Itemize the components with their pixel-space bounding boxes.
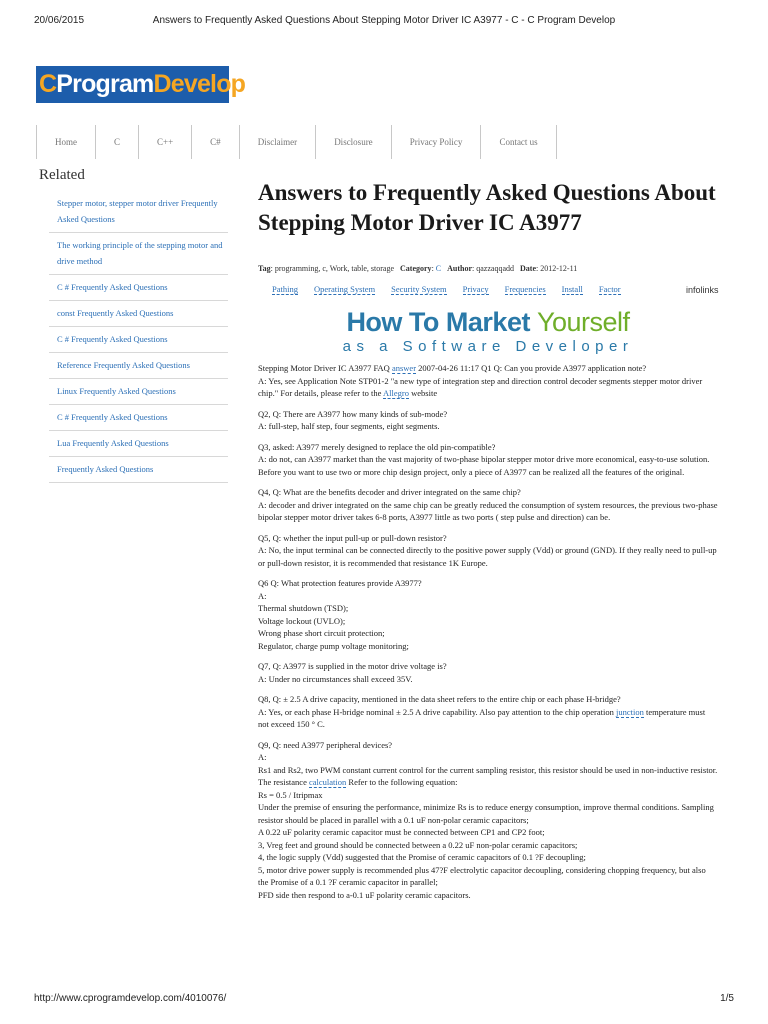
answer-line: Refer to the following equation: bbox=[346, 777, 458, 787]
article-header bbox=[258, 178, 718, 238]
answer: A: Yes, or each phase H-bridge nominal ± 2.5 A drive capability. Also pay attention to the chip operation bbox=[258, 706, 616, 717]
paragraph-q8 bbox=[258, 693, 718, 731]
text: A: Yes, see Application Note STP01-2 "a new type of integration step and direction control decoder segments stepper motor driver chip." For details, please refer to the bbox=[258, 375, 703, 398]
answer-line: 5, motor drive power supply is recommended plus 47?F electrolytic capacitor decoupling, considering chopping frequency, but also the Promise of a 0.1 ?F ceramic capacitor in parallel; bbox=[258, 864, 706, 887]
related-item[interactable]: The working principle of the stepping motor and drive method bbox=[49, 233, 228, 275]
paragraph-q3 bbox=[258, 441, 718, 479]
answer-line: 3, Vreg feet and ground should be connected between a 0.22 uF non-polar ceramic capacitors; bbox=[258, 839, 578, 850]
junction-link[interactable]: junction bbox=[615, 706, 644, 717]
related-item[interactable]: C # Frequently Asked Questions bbox=[49, 405, 228, 431]
answer-line: A 0.22 uF polarity ceramic capacitor must be connected between CP1 and CP2 foot; bbox=[258, 827, 545, 837]
nav-csharp[interactable]: C# bbox=[191, 125, 239, 159]
nav-home[interactable]: Home bbox=[36, 125, 95, 159]
related-heading: Related bbox=[39, 167, 85, 183]
answer: A: bbox=[258, 752, 267, 762]
answer-link[interactable]: answer bbox=[391, 363, 417, 373]
question: Q3, asked: A3977 merely designed to replace the old pin-compatible? bbox=[258, 441, 496, 452]
text: Stepping Motor Driver IC A3977 FAQ bbox=[258, 363, 392, 373]
print-footer-page: 1/5 bbox=[720, 993, 734, 1004]
question: Q5, Q: whether the input pull-up or pull-down resistor? bbox=[258, 532, 447, 543]
text: website bbox=[409, 388, 438, 398]
calculation-link[interactable]: calculation bbox=[308, 777, 347, 787]
paragraph-q2 bbox=[258, 408, 718, 433]
related-item[interactable]: Lua Frequently Asked Questions bbox=[49, 431, 228, 457]
ad-yourself: Yourself bbox=[536, 307, 630, 337]
date-label: Date bbox=[520, 264, 537, 273]
related-item[interactable]: Linux Frequently Asked Questions bbox=[49, 379, 228, 405]
tag-link[interactable]: Install bbox=[561, 284, 583, 294]
tag-link[interactable]: Factor bbox=[598, 284, 621, 294]
ad-banner[interactable] bbox=[258, 306, 718, 356]
tag-link[interactable]: Frequencies bbox=[504, 284, 546, 294]
question: Q6 Q: What protection features provide A3977? bbox=[258, 578, 422, 588]
question: Q9, Q: need A3977 peripheral devices? bbox=[258, 739, 393, 750]
paragraph-q4 bbox=[258, 486, 718, 524]
question: Q8, Q: ± 2.5 A drive capacity, mentioned in the data sheet refers to the entire chip or each phase H-bridge? bbox=[258, 694, 621, 704]
ad-how: How To Market bbox=[346, 307, 537, 337]
paragraph-q5 bbox=[258, 532, 718, 570]
question: Q4, Q: What are the benefits decoder and driver integrated on the same chip? bbox=[258, 487, 521, 497]
related-item[interactable]: Stepper motor, stepper motor driver Frequently Asked Questions bbox=[49, 191, 228, 233]
answer: A: No, the input terminal can be connected directly to the positive power supply (Vdd) or ground (GND). If they really need to pull-up or pull-down resistor, it is recommended that resistance 1K Europe. bbox=[258, 545, 717, 568]
nav-disclosure[interactable]: Disclosure bbox=[315, 125, 391, 159]
author-label: Author bbox=[447, 264, 473, 273]
tag-link[interactable]: Security System bbox=[391, 284, 447, 294]
logo-program: Program bbox=[56, 70, 154, 98]
related-item[interactable]: C # Frequently Asked Questions bbox=[49, 327, 228, 353]
article-body bbox=[258, 362, 718, 909]
logo-c: C bbox=[39, 70, 57, 98]
equation: Rs = 0.5 / Itripmax bbox=[258, 789, 323, 800]
category-link[interactable]: C bbox=[435, 264, 442, 273]
ad-headline bbox=[258, 306, 718, 338]
category-label: Category bbox=[400, 264, 432, 273]
answer-line: Thermal shutdown (TSD); bbox=[258, 603, 349, 613]
question: Q7, Q: A3977 is supplied in the motor drive voltage is? bbox=[258, 661, 447, 671]
related-list bbox=[49, 191, 228, 483]
answer-line: Voltage lockout (UVLO); bbox=[258, 615, 346, 626]
print-footer-url: http://www.cprogramdevelop.com/4010076/ bbox=[34, 993, 227, 1004]
related-item[interactable]: Frequently Asked Questions bbox=[49, 457, 228, 483]
question: Q2, Q: There are A3977 how many kinds of sub-mode? bbox=[258, 408, 448, 419]
infolinks-logo[interactable]: infolinks bbox=[686, 285, 719, 295]
answer-line: Wrong phase short circuit protection; bbox=[258, 628, 385, 638]
article-title: Answers to Frequently Asked Questions About Stepping Motor Driver IC A3977 bbox=[258, 180, 716, 235]
nav-disclaimer[interactable]: Disclaimer bbox=[239, 125, 316, 159]
author-value: : qazzaqqadd bbox=[472, 264, 515, 273]
paragraph-q6 bbox=[258, 577, 718, 652]
related-item[interactable]: const Frequently Asked Questions bbox=[49, 301, 228, 327]
answer-line: 4, the logic supply (Vdd) suggested that the Promise of ceramic capacitors of 0.1 ?F decoupling; bbox=[258, 852, 586, 862]
paragraph-q7 bbox=[258, 660, 718, 685]
answer-line: Regulator, charge pump voltage monitoring; bbox=[258, 640, 409, 651]
tag-links bbox=[272, 284, 637, 295]
category-colon: : bbox=[431, 264, 436, 273]
answer-line: PFD side then respond to a-0.1 uF polarity ceramic capacitors. bbox=[258, 889, 471, 900]
related-item[interactable]: C # Frequently Asked Questions bbox=[49, 275, 228, 301]
answer: A: Under no circumstances shall exceed 35V. bbox=[258, 673, 413, 684]
date-value: : 2012-12-11 bbox=[536, 264, 578, 273]
print-date: 20/06/2015 bbox=[34, 15, 85, 26]
nav-privacy-policy[interactable]: Privacy Policy bbox=[391, 125, 481, 159]
paragraph-q9 bbox=[258, 739, 718, 902]
ad-subline: as a Software Developer bbox=[342, 338, 634, 355]
paragraph-q1 bbox=[258, 362, 718, 400]
nav-cpp[interactable]: C++ bbox=[138, 125, 191, 159]
tag-label: Tag bbox=[258, 264, 271, 273]
tag-values: : programming, c, Work, table, storage bbox=[270, 264, 395, 273]
answer: A: full-step, half step, four segments, eight segments. bbox=[258, 421, 440, 431]
nav-contact-us[interactable]: Contact us bbox=[480, 125, 556, 159]
answer-line: Rs1 and Rs2, two PWM constant current control for the current sampling resistor, this resistor should be used in non-inductive resistor. The resistance bbox=[258, 764, 718, 787]
tag-link[interactable]: Operating System bbox=[313, 284, 376, 294]
related-item[interactable]: Reference Frequently Asked Questions bbox=[49, 353, 228, 379]
text: 2007-04-26 11:17 Q1 Q: Can you provide A3977 application note? bbox=[416, 363, 647, 373]
print-title: Answers to Frequently Asked Questions About Stepping Motor Driver IC A3977 - C - C Program Develop bbox=[152, 15, 616, 26]
logo-develop: Develop bbox=[153, 70, 246, 98]
answer: temperature must not exceed 150 ° C. bbox=[258, 706, 706, 729]
tag-link[interactable]: Privacy bbox=[462, 284, 489, 294]
tag-link[interactable]: Pathing bbox=[272, 284, 298, 294]
article-meta bbox=[258, 264, 577, 273]
allegro-link[interactable]: Allegro bbox=[383, 388, 409, 398]
main-nav bbox=[36, 125, 557, 159]
answer: A: decoder and driver integrated on the same chip can be greatly reduced the consumption of system resources, the previous two-phase bipolar stepper motor driver takes 6-8 ports, A3977 little as two ports ( step pulse and direction) can be. bbox=[258, 499, 718, 522]
answer: A: bbox=[258, 590, 267, 601]
answer: A: do not, can A3977 market than the vast majority of two-phase bipolar stepper motor drive more economical, easy-to-use solution. Before you want to use two or more chip design project, only a piece of A3977 can be realized all the features of the original. bbox=[258, 454, 710, 477]
site-logo[interactable] bbox=[36, 66, 246, 103]
nav-c[interactable]: C bbox=[95, 125, 138, 159]
answer-line: Under the premise of ensuring the performance, minimize Rs is to reduce energy consumption, improve thermal conditions. Sampling resistor should be placed in parallel with a 0.1 uF non-polar ceramic capacitors; bbox=[258, 802, 714, 825]
